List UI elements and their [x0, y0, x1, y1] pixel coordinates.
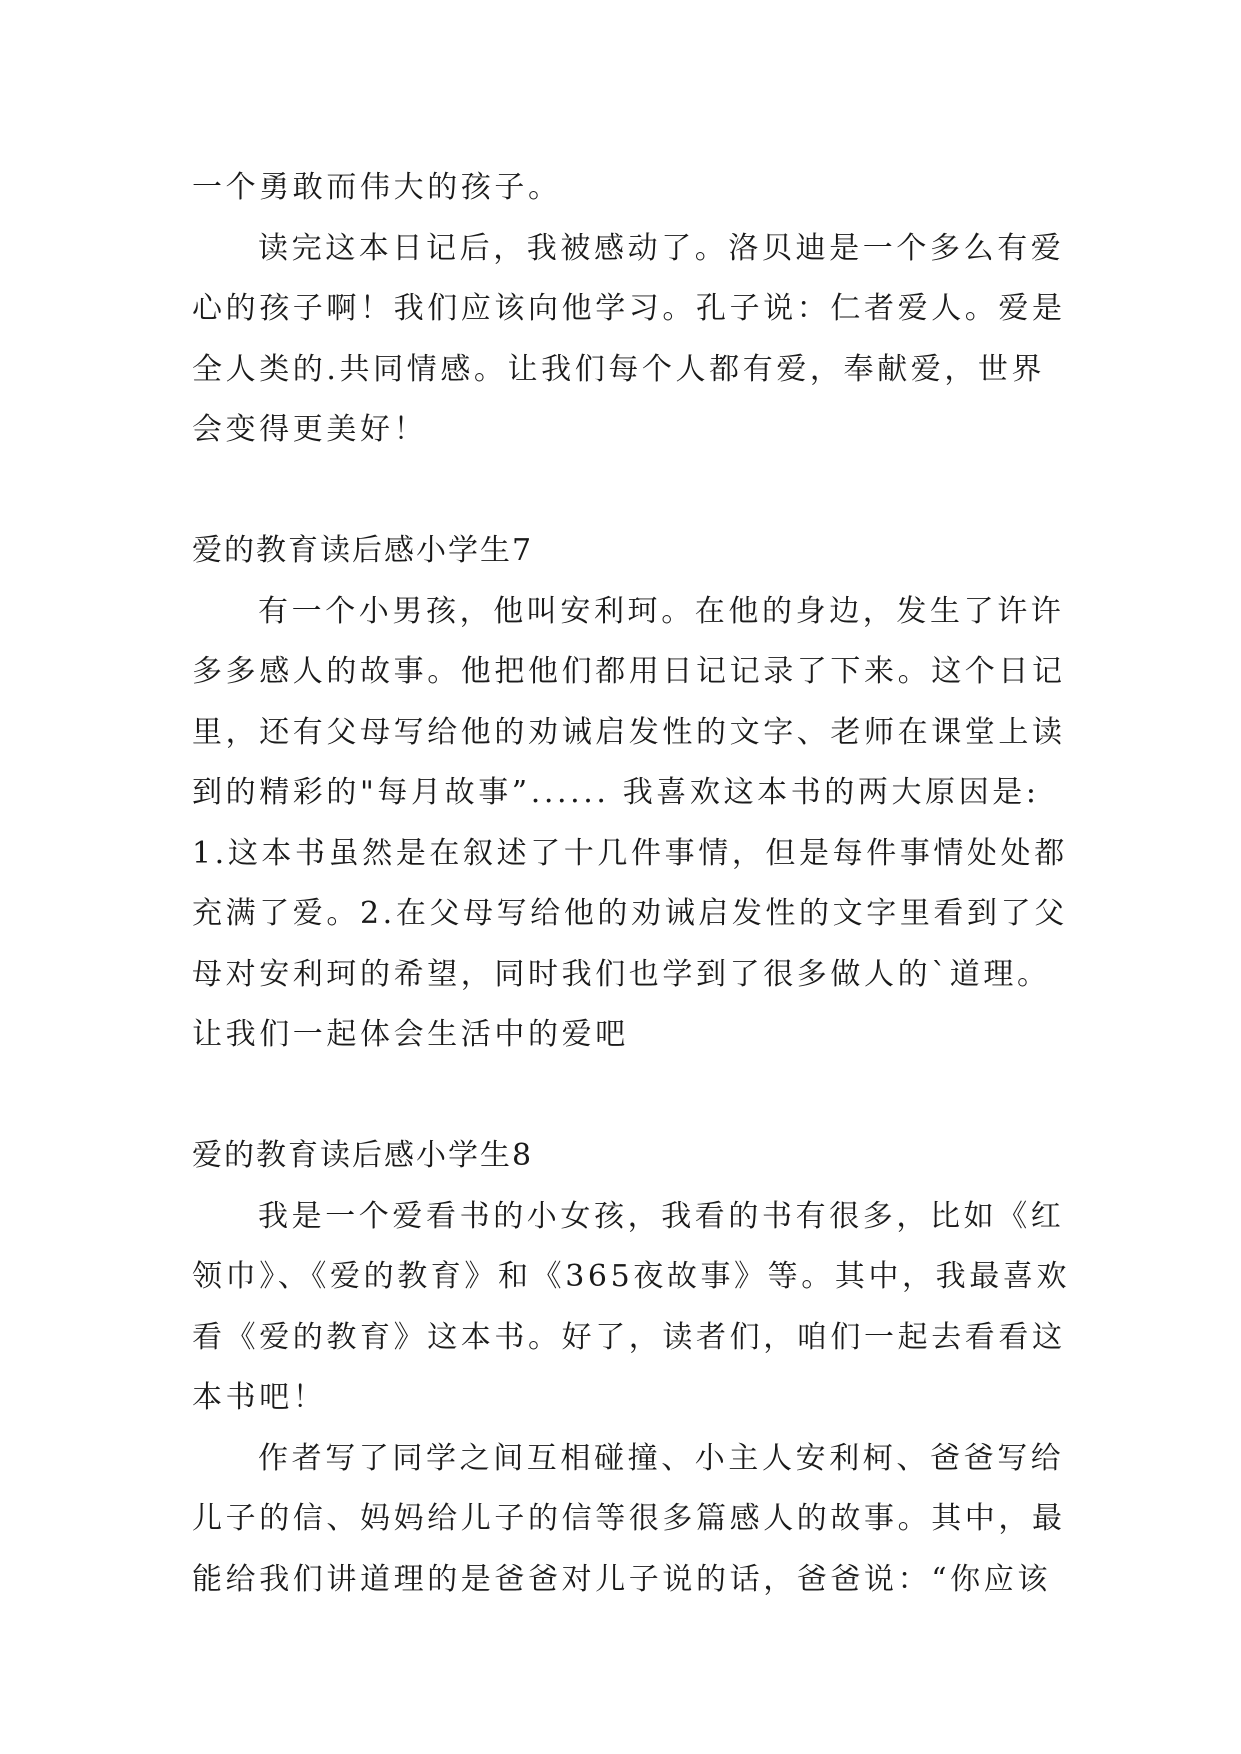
- paragraph-line: 全人类的.共同情感。让我们每个人都有爱，奉献爱，世界: [192, 351, 1046, 387]
- paragraph-line: 领巾》、《爱的教育》和《365夜故事》等。其中，我最喜欢: [192, 1259, 1071, 1294]
- paragraph-line: 有一个小男孩，他叫安利珂。在他的身边，发生了许许: [258, 593, 1065, 629]
- paragraph-line: 作者写了同学之间互相碰撞、小主人安利柯、爸爸写给: [258, 1440, 1065, 1476]
- paragraph-line: 到的精彩的"每月故事”...... 我喜欢这本书的两大原因是:: [192, 775, 1040, 810]
- paragraph-line: 能给我们讲道理的是爸爸对儿子说的话，爸爸说：“你应该: [192, 1561, 1051, 1597]
- paragraph-line: 1.这本书虽然是在叙述了十几件事情，但是每件事情处处都: [192, 835, 1068, 871]
- paragraph-line: 充满了爱。2.在父母写给他的劝诫启发性的文字里看到了父: [192, 896, 1068, 931]
- paragraph-spacer: [192, 461, 1054, 522]
- section-heading-8: 爱的教育读后感小学生8: [192, 1138, 534, 1173]
- paragraph-line: 让我们一起体会生活中的爱吧: [192, 1017, 629, 1052]
- paragraph-spacer: [192, 1066, 1054, 1127]
- section-heading-7: 爱的教育读后感小学生7: [192, 533, 534, 568]
- paragraph-line: 儿子的信、妈妈给儿子的信等很多篇感人的故事。其中，最: [192, 1501, 1066, 1536]
- paragraph-line: 本书吧！: [192, 1380, 327, 1415]
- paragraph-line: 会变得更美好！: [192, 412, 428, 447]
- paragraph-line: 读完这本日记后，我被感动了。洛贝迪是一个多么有爱: [258, 230, 1065, 266]
- document-page: [192, 158, 1071, 1610]
- paragraph-line: 我是一个爱看书的小女孩，我看的书有很多，比如《红: [258, 1198, 1065, 1234]
- paragraph-line: 多多感人的故事。他把他们都用日记记录了下来。这个日记: [192, 654, 1066, 689]
- paragraph-line: 母对安利珂的希望，同时我们也学到了很多做人的`道理。: [192, 956, 1051, 992]
- paragraph-line: 看《爱的教育》这本书。好了，读者们，咱们一起去看看这: [192, 1319, 1066, 1355]
- paragraph-line: 心的孩子啊！我们应该向他学习。孔子说：仁者爱人。爱是: [192, 291, 1066, 326]
- paragraph-line: 一个勇敢而伟大的孩子。: [192, 170, 562, 205]
- paragraph-line: 里，还有父母写给他的劝诫启发性的文字、老师在课堂上读: [192, 714, 1066, 750]
